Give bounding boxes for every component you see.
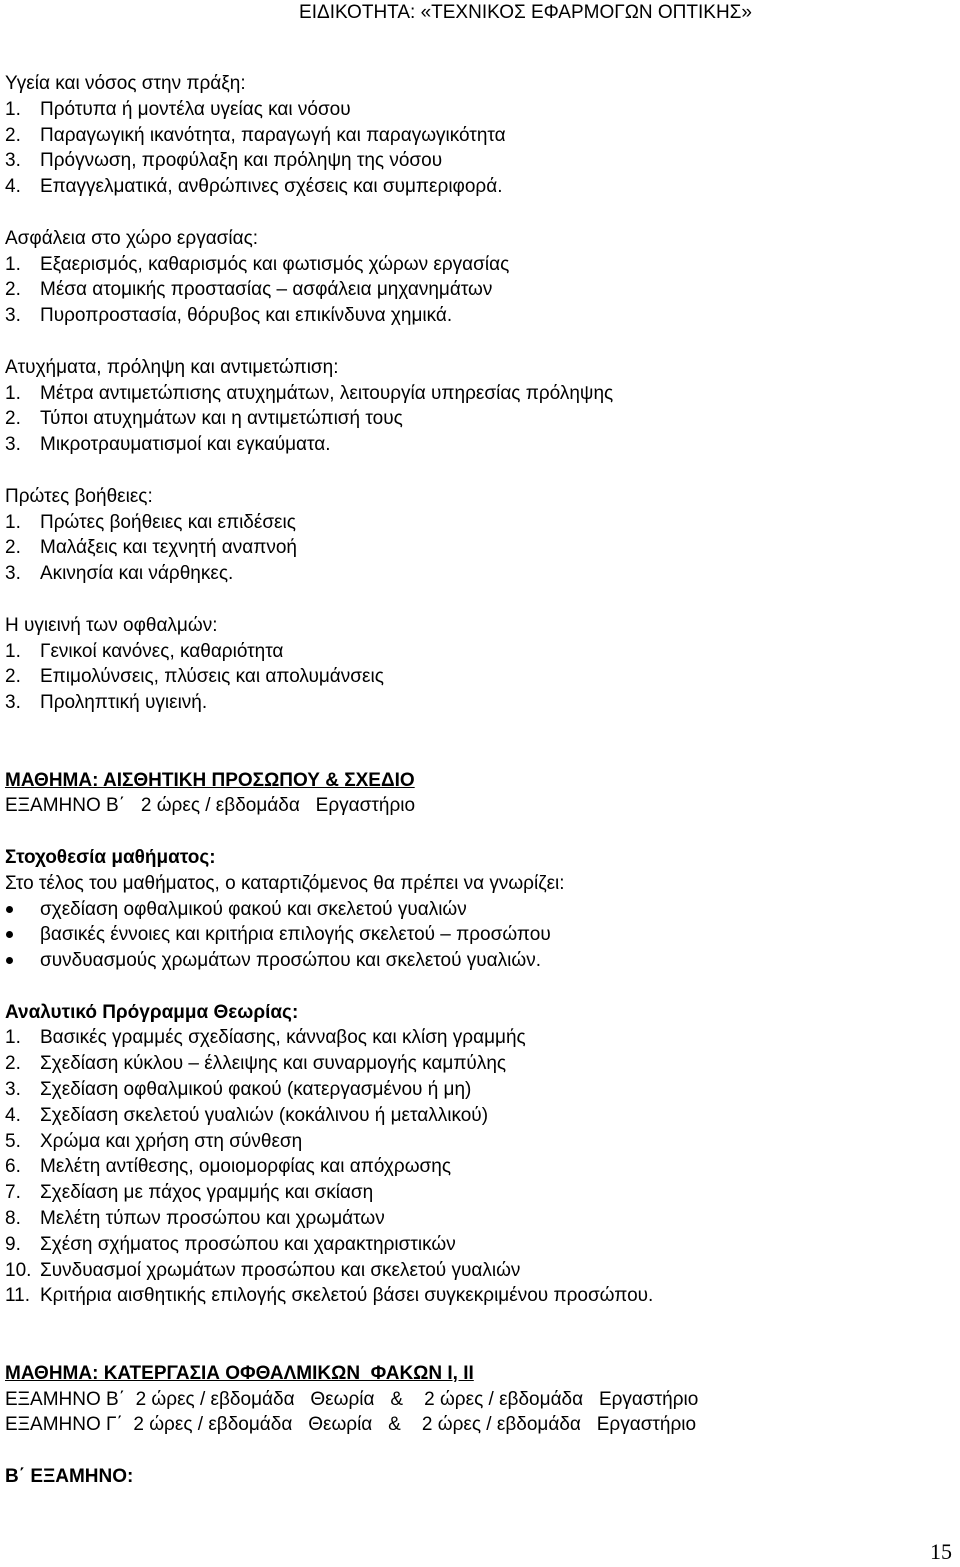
section-title-health: Υγεία και νόσος στην πράξη: bbox=[5, 73, 246, 94]
list-item: 7. Σχεδίαση με πάχος γραμμής και σκίαση bbox=[5, 1182, 374, 1204]
list-item: 2. Παραγωγική ικανότητα, παραγωγή και παραγωγικότητα bbox=[5, 124, 506, 146]
section-title-first-aid: Πρώτες βοήθειες: bbox=[5, 485, 153, 507]
bullet-icon bbox=[6, 931, 13, 938]
program-title: Αναλυτικό Πρόγραμμα Θεωρίας: bbox=[5, 1001, 299, 1023]
list-item: 8. Μελέτη τύπων προσώπου και χρωμάτων bbox=[5, 1208, 385, 1230]
list-item: βασικές έννοιες και κριτήρια επιλογής σκελετού – προσώπου bbox=[5, 922, 955, 948]
list-item: 2. Τύποι ατυχημάτων και η αντιμετώπισή τους bbox=[5, 408, 403, 430]
list-item: 4. Σχεδίαση σκελετού γυαλιών (κοκάλινου ή μεταλλικού) bbox=[5, 1104, 489, 1126]
course-title: ΜΑΘΗΜΑ: ΑΙΣΘΗΤΙΚΗ ΠΡΟΣΩΠΟΥ & ΣΧΕΔΙΟ bbox=[5, 769, 415, 791]
list-item: 3. Προληπτική υγιεινή. bbox=[5, 692, 208, 714]
list-item: 1. Πρώτες βοήθειες και επιδέσεις bbox=[5, 511, 296, 533]
list-item: 4. Επαγγελματικά, ανθρώπινες σχέσεις και συμπεριφορά. bbox=[5, 176, 503, 198]
list-item: 1. Εξαερισμός, καθαρισμός και φωτισμός χώρων εργασίας bbox=[5, 253, 510, 275]
page-header: ΕΙΔΙΚΟΤΗΤΑ: «ΤΕΧΝΙΚΟΣ ΕΦΑΡΜΟΓΩΝ ΟΠΤΙΚΗΣ» bbox=[299, 2, 752, 23]
page-number: 15 bbox=[930, 1539, 952, 1564]
bullet-icon bbox=[6, 957, 13, 964]
course-semester: ΕΞΑΜΗΝΟ Β΄ 2 ώρες / εβδομάδα Εργαστήριο bbox=[5, 795, 416, 817]
semester-heading: Β΄ ΕΞΑΜΗΝΟ: bbox=[5, 1466, 134, 1488]
list-item: 6. Μελέτη αντίθεσης, ομοιομορφίας και απόχρωσης bbox=[5, 1156, 451, 1178]
list-item: 2. Σχεδίαση κύκλου – έλλειψης και συναρμογής καμπύλης bbox=[5, 1053, 507, 1075]
document-body bbox=[5, 71, 955, 1490]
list-item: σχεδίαση οφθαλμικού φακού και σκελετού γυαλιών bbox=[5, 897, 955, 923]
goals-intro: Στο τέλος του μαθήματος, ο καταρτιζόμενος θα πρέπει να γνωρίζει: bbox=[5, 872, 565, 894]
list-item: 2. Μέσα ατομικής προστασίας – ασφάλεια μηχανημάτων bbox=[5, 279, 493, 301]
list-item: 1. Πρότυπα ή μοντέλα υγείας και νόσου bbox=[5, 98, 351, 120]
course-semester: ΕΞΑΜΗΝΟ Β΄ 2 ώρες / εβδομάδα Θεωρία & 2 ώρες / εβδομάδα Εργαστήριο bbox=[5, 1388, 699, 1410]
list-item: 3. Ακινησία και νάρθηκες. bbox=[5, 563, 234, 585]
course-title: ΜΑΘΗΜΑ: ΚΑΤΕΡΓΑΣΙΑ ΟΦΘΑΛΜΙΚΩΝ ΦΑΚΩΝ Ι, ΙΙ bbox=[5, 1362, 474, 1384]
list-item: 1. Μέτρα αντιμετώπισης ατυχημάτων, λειτουργία υπηρεσίας πρόληψης bbox=[5, 382, 614, 404]
list-item: 3. Πυροπροστασία, θόρυβος και επικίνδυνα χημικά. bbox=[5, 305, 453, 327]
list-item: 1. Γενικοί κανόνες, καθαριότητα bbox=[5, 640, 284, 662]
course-semester: ΕΞΑΜΗΝΟ Γ΄ 2 ώρες / εβδομάδα Θεωρία & 2 ώρες / εβδομάδα Εργαστήριο bbox=[5, 1414, 697, 1436]
list-item: συνδυασμούς χρωμάτων προσώπου και σκελετού γυαλιών. bbox=[5, 948, 955, 974]
list-item: 3. Πρόγνωση, προφύλαξη και πρόληψη της νόσου bbox=[5, 150, 443, 172]
list-item: 2. Μαλάξεις και τεχνητή αναπνοή bbox=[5, 537, 297, 559]
bullet-icon bbox=[6, 906, 13, 913]
goals-title: Στοχοθεσία μαθήματος: bbox=[5, 846, 216, 868]
section-title-eye-hygiene: Η υγιεινή των οφθαλμών: bbox=[5, 614, 218, 636]
list-item: 11. Κριτήρια αισθητικής επιλογής σκελετού βάσει συγκεκριμένου προσώπου. bbox=[5, 1285, 654, 1307]
list-item: 10. Συνδυασμοί χρωμάτων προσώπου και σκελετού γυαλιών bbox=[5, 1259, 521, 1281]
list-item: 9. Σχέση σχήματος προσώπου και χαρακτηριστικών bbox=[5, 1233, 456, 1255]
list-item: 3. Σχεδίαση οφθαλμικού φακού (κατεργασμένου ή μη) bbox=[5, 1079, 472, 1101]
list-item: 5. Χρώμα και χρήση στη σύνθεση bbox=[5, 1130, 303, 1152]
list-item: 1. Βασικές γραμμές σχεδίασης, κάνναβος και κλίση γραμμής bbox=[5, 1027, 526, 1049]
section-title-accidents: Ατυχήματα, πρόληψη και αντιμετώπιση: bbox=[5, 356, 339, 378]
list-item: 3. Μικροτραυματισμοί και εγκαύματα. bbox=[5, 434, 331, 456]
list-item: 2. Επιμολύνσεις, πλύσεις και απολυμάνσεις bbox=[5, 666, 384, 688]
section-title-safety: Ασφάλεια στο χώρο εργασίας: bbox=[5, 227, 259, 249]
